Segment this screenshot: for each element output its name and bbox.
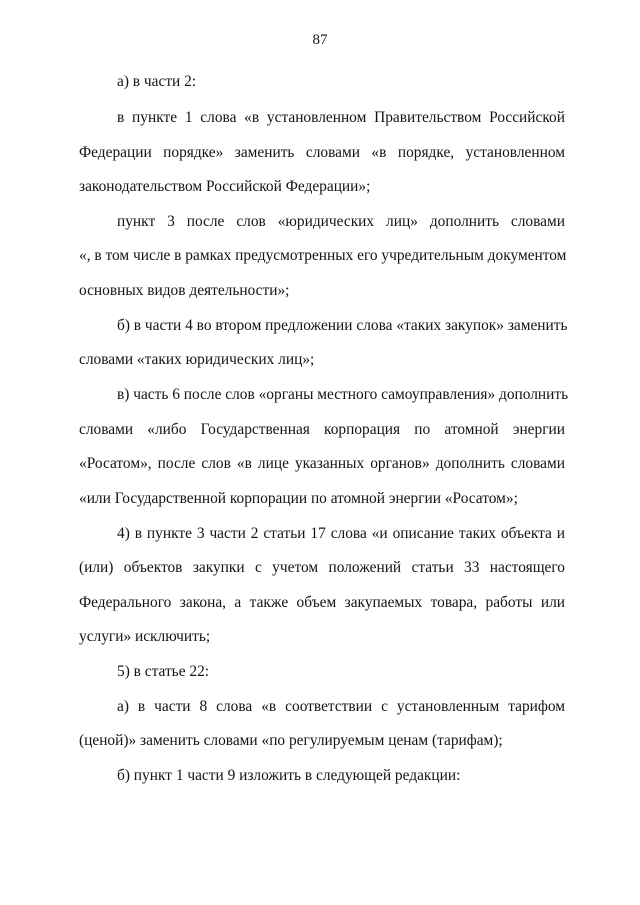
text-line: «Росатом», после слов «в лице указанных органов» дополнить словами <box>79 455 565 472</box>
text-line: в пункте 1 слова «в установленном Правительством Российской <box>117 109 565 126</box>
text-line: б) в части 4 во втором предложении слова «таких закупок» заменить <box>117 317 568 334</box>
text-line: словами «таких юридических лиц»; <box>79 351 315 368</box>
text-line: законодательством Российской Федерации»; <box>79 178 371 195</box>
text-line: пункт 3 после слов «юридических лиц» дополнить словами <box>117 213 565 230</box>
text-line: Федерации порядке» заменить словами «в порядке, установленном <box>79 144 565 161</box>
text-line: «или Государственной корпорации по атомной энергии «Росатом»; <box>79 490 518 507</box>
text-line: 5) в статье 22: <box>117 663 210 680</box>
text-line: Федерального закона, а также объем закупаемых товара, работы или <box>79 594 565 611</box>
text-line: (или) объектов закупки с учетом положений статьи 33 настоящего <box>79 559 565 576</box>
text-line: услуги» исключить; <box>79 628 211 645</box>
text-line: «, в том числе в рамках предусмотренных его учредительным документом <box>79 247 567 264</box>
text-line: а) в части 8 слова «в соответствии с установленным тарифом <box>117 698 565 715</box>
text-line: (ценой)» заменить словами «по регулируемым ценам (тарифам); <box>79 732 503 749</box>
page-number: 87 <box>312 32 328 48</box>
text-line: а) в части 2: <box>117 73 197 90</box>
text-line: в) часть 6 после слов «органы местного самоуправления» дополнить <box>117 386 569 403</box>
text-line: 4) в пункте 3 части 2 статьи 17 слова «и описание таких объекта и <box>117 525 565 542</box>
text-line: основных видов деятельности»; <box>79 282 290 299</box>
text-line: б) пункт 1 части 9 изложить в следующей редакции: <box>117 767 461 784</box>
text-line: словами «либо Государственная корпорация по атомной энергии <box>79 421 565 438</box>
